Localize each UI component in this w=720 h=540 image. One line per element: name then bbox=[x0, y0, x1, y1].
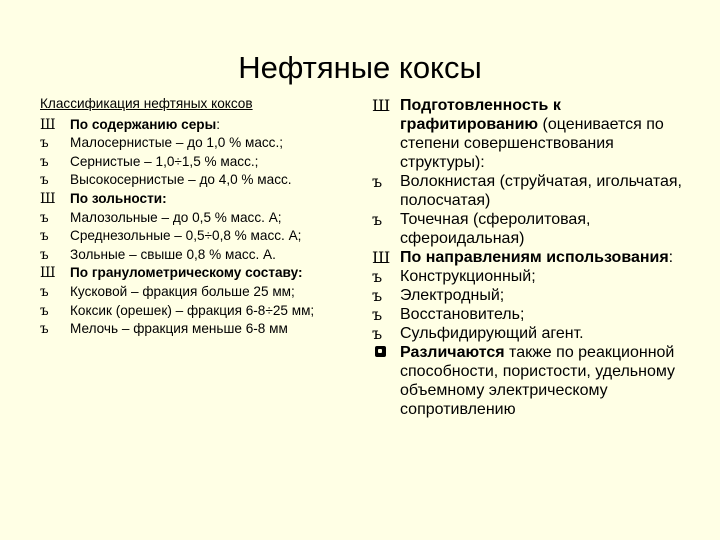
right-list-item bbox=[372, 172, 692, 210]
item-text bbox=[400, 267, 692, 286]
bullet-glyph: ъ bbox=[40, 172, 49, 189]
right-list-item bbox=[372, 210, 692, 248]
item-text bbox=[70, 320, 360, 339]
item-text bbox=[70, 171, 360, 190]
right-list-item bbox=[372, 96, 692, 172]
item-plain-text: Малозольные – до 0,5 % масс. А; bbox=[70, 209, 282, 225]
bullet-glyph: ъ bbox=[40, 135, 49, 152]
item-text bbox=[400, 324, 692, 343]
item-plain-text: Сульфидирующий агент. bbox=[400, 325, 584, 342]
left-column bbox=[40, 95, 360, 339]
right-list-item bbox=[372, 248, 692, 267]
item-text bbox=[400, 248, 692, 267]
left-list-item bbox=[40, 227, 360, 246]
left-list-item bbox=[40, 116, 360, 135]
bullet-glyph: Ш bbox=[372, 96, 391, 115]
square-bullet-icon bbox=[372, 343, 400, 357]
right-list-item bbox=[372, 343, 692, 419]
bullet-glyph: Ш bbox=[40, 190, 56, 207]
item-plain-text: Конструкционный; bbox=[400, 268, 536, 285]
left-list-item bbox=[40, 246, 360, 265]
item-text bbox=[70, 264, 360, 283]
item-text bbox=[400, 286, 692, 305]
item-text bbox=[70, 246, 360, 265]
item-text bbox=[70, 283, 360, 302]
bullet-glyph: ъ bbox=[372, 210, 383, 229]
item-plain-text: Сернистые – 1,0÷1,5 % масс.; bbox=[70, 153, 259, 169]
bullet-glyph: ъ bbox=[40, 228, 49, 245]
bullet-glyph: ъ bbox=[372, 324, 383, 343]
bullet-glyph: Ш bbox=[40, 116, 56, 133]
bullet-glyph: ъ bbox=[372, 172, 383, 191]
item-text bbox=[70, 302, 360, 321]
left-list-item bbox=[40, 190, 360, 209]
page-title: Нефтяные коксы bbox=[238, 50, 482, 85]
item-plain-text: (оценивается по степени совершенствования структуры): bbox=[400, 116, 664, 171]
left-list-item bbox=[40, 171, 360, 190]
item-plain-text: Кусковой – фракция больше 25 мм; bbox=[70, 283, 295, 299]
right-list-item bbox=[372, 286, 692, 305]
item-plain-text: Среднезольные – 0,5÷0,8 % масс. А; bbox=[70, 228, 302, 244]
item-text bbox=[70, 134, 360, 153]
right-column bbox=[372, 96, 692, 419]
item-text bbox=[400, 210, 692, 248]
item-text bbox=[70, 227, 360, 246]
square-bullet-shape bbox=[375, 346, 386, 357]
item-text bbox=[400, 96, 692, 172]
left-list-item bbox=[40, 264, 360, 283]
item-bold-text: По зольности: bbox=[70, 190, 167, 206]
item-plain-text: Волокнистая (струйчатая, игольчатая, полосчатая) bbox=[400, 173, 682, 209]
item-bold-text: По направлениям использования bbox=[400, 249, 669, 266]
bullet-glyph: ъ bbox=[40, 283, 49, 300]
item-plain-text: Восстановитель; bbox=[400, 306, 525, 323]
item-plain-text: Высокосернистые – до 4,0 % масс. bbox=[70, 172, 292, 188]
classification-heading: Классификация нефтяных коксов bbox=[40, 96, 253, 111]
right-list-item bbox=[372, 324, 692, 343]
left-list-item bbox=[40, 209, 360, 228]
right-list-item bbox=[372, 267, 692, 286]
bullet-glyph: ъ bbox=[372, 305, 383, 324]
item-plain-text: Точечная (сферолитовая, сфероидальная) bbox=[400, 211, 591, 247]
item-text bbox=[70, 209, 360, 228]
bullet-glyph: ъ bbox=[40, 302, 49, 319]
item-text bbox=[400, 343, 692, 419]
left-list bbox=[40, 116, 360, 339]
bullet-glyph: Ш bbox=[372, 248, 391, 267]
item-plain-text: Коксик (орешек) – фракция 6-8÷25 мм; bbox=[70, 302, 315, 318]
left-list-item bbox=[40, 283, 360, 302]
item-bold-text: Различаются bbox=[400, 344, 505, 361]
left-list-item bbox=[40, 153, 360, 172]
item-plain-text: Мелочь – фракция меньше 6-8 мм bbox=[70, 321, 288, 337]
item-text bbox=[70, 116, 360, 135]
bullet-glyph: ъ bbox=[372, 267, 383, 286]
right-list bbox=[372, 96, 692, 419]
item-plain-text: также по реакционной способности, пористости, удельному объемному электрическому сопротивлению bbox=[400, 344, 676, 418]
left-list-item bbox=[40, 320, 360, 339]
right-list-item bbox=[372, 305, 692, 324]
bullet-glyph: ъ bbox=[372, 286, 383, 305]
item-plain-text: : bbox=[216, 116, 220, 132]
left-list-item bbox=[40, 302, 360, 321]
item-text bbox=[70, 153, 360, 172]
item-plain-text: Малосернистые – до 1,0 % масс.; bbox=[70, 135, 284, 151]
bullet-glyph: ъ bbox=[40, 209, 49, 226]
item-text bbox=[70, 190, 360, 209]
item-plain-text: Зольные – свыше 0,8 % масс. А. bbox=[70, 246, 276, 262]
item-bold-text: По содержанию серы bbox=[70, 116, 217, 132]
bullet-glyph: Ш bbox=[40, 265, 56, 282]
item-text bbox=[400, 305, 692, 324]
item-text bbox=[400, 172, 692, 210]
bullet-glyph: ъ bbox=[40, 321, 49, 338]
item-bold-text: Подготовленность к графитированию bbox=[400, 97, 561, 133]
bullet-glyph: ъ bbox=[40, 153, 49, 170]
bullet-glyph: ъ bbox=[40, 246, 49, 263]
item-plain-text: Электродный; bbox=[400, 287, 505, 304]
item-bold-text: По гранулометрическому составу: bbox=[70, 265, 303, 281]
item-plain-text: : bbox=[668, 249, 674, 266]
left-list-item bbox=[40, 134, 360, 153]
